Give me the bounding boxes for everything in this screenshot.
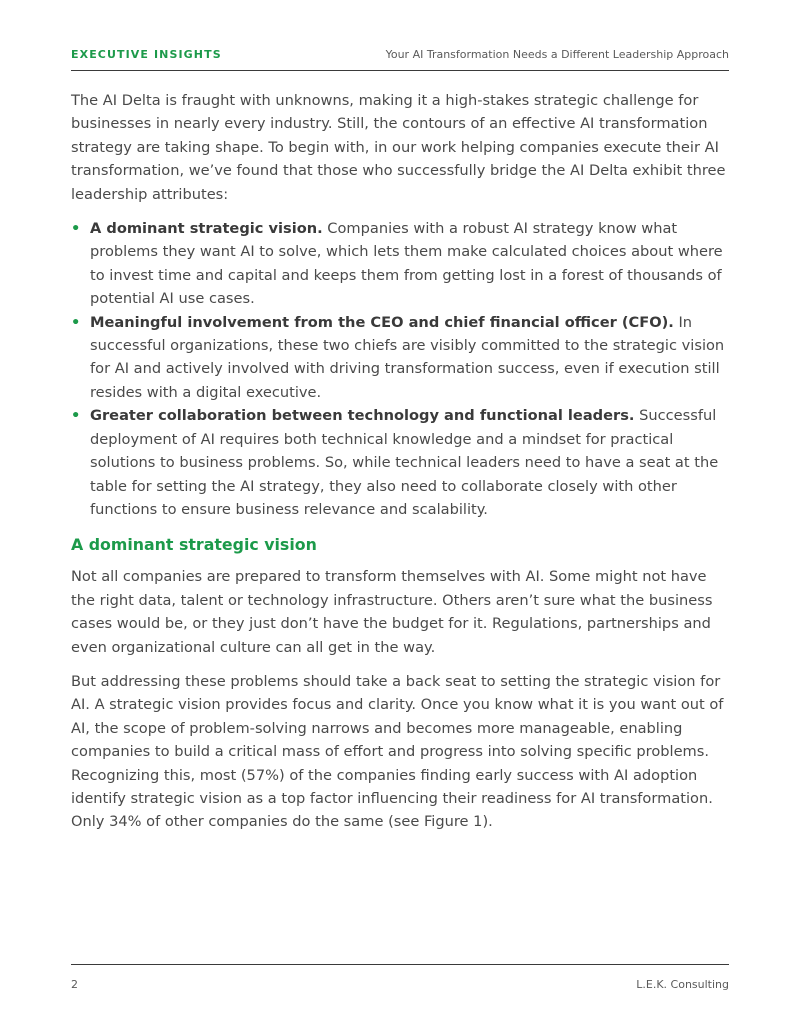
bullet-icon: • (71, 313, 81, 331)
bullet-text: In successful organizations, these two chiefs are visibly committed to the strategic vision for AI and actively involved with driving transformation success, even if execution still resides with a digital executive. (90, 313, 725, 401)
bullet-icon: • (71, 220, 81, 238)
article-body (71, 89, 731, 845)
section-label: EXECUTIVE INSIGHTS (71, 48, 222, 61)
bullet-icon: • (71, 407, 81, 425)
page-header (71, 46, 729, 71)
leadership-attributes-list (71, 217, 731, 521)
bullet-lead: Meaningful involvement from the CEO and chief financial officer (CFO). (90, 313, 674, 331)
page-number: 2 (71, 978, 78, 991)
company-name: L.E.K. Consulting (636, 978, 729, 991)
list-item (71, 311, 731, 405)
document-title: Your AI Transformation Needs a Different Leadership Approach (385, 48, 729, 61)
list-item (71, 404, 731, 521)
list-item (71, 217, 731, 311)
page-footer (71, 964, 729, 991)
section-heading: A dominant strategic vision (71, 535, 317, 555)
bullet-text: Companies with a robust AI strategy know what problems they want AI to solve, which lets them make calculated choices about where to invest time and capital and keeps them from getting lost in a forest of thousands of potential AI use cases. (90, 220, 723, 308)
section-paragraph: Not all companies are prepared to transform themselves with AI. Some might not have the right data, talent or technology infrastructure. Others aren’t sure what the business cases would be, or they just don’t have the budget for it. Regulations, partnerships and even organizational culture can all get in the way. (71, 568, 713, 656)
intro-paragraph: The AI Delta is fraught with unknowns, making it a high-stakes strategic challenge for businesses in nearly every industry. Still, the contours of an effective AI transformation strategy are taking shape. To begin with, in our work helping companies execute their AI transformation, we’ve found that those who successfully bridge the AI Delta exhibit three leadership attributes: (71, 92, 726, 203)
bullet-text: Successful deployment of AI requires both technical knowledge and a mindset for practical solutions to business problems. So, while technical leaders need to have a seat at the table for setting the AI strategy, they also need to collaborate closely with other functions to ensure business relevance and scalability. (90, 407, 719, 518)
bullet-lead: A dominant strategic vision. (90, 220, 323, 238)
bullet-lead: Greater collaboration between technology and functional leaders. (90, 407, 635, 425)
section-paragraph: But addressing these problems should take a back seat to setting the strategic vision for AI. A strategic vision provides focus and clarity. Once you know what it is you want out of AI, the scope of problem-solving narrows and becomes more manageable, enabling companies to build a critical mass of effort and progress into solving specific problems. Recognizing this, most (57%) of the companies finding early success with AI adoption identify strategic vision as a top factor influencing their readiness for AI transformation. Only 34% of other companies do the same (see Figure 1). (71, 672, 724, 831)
